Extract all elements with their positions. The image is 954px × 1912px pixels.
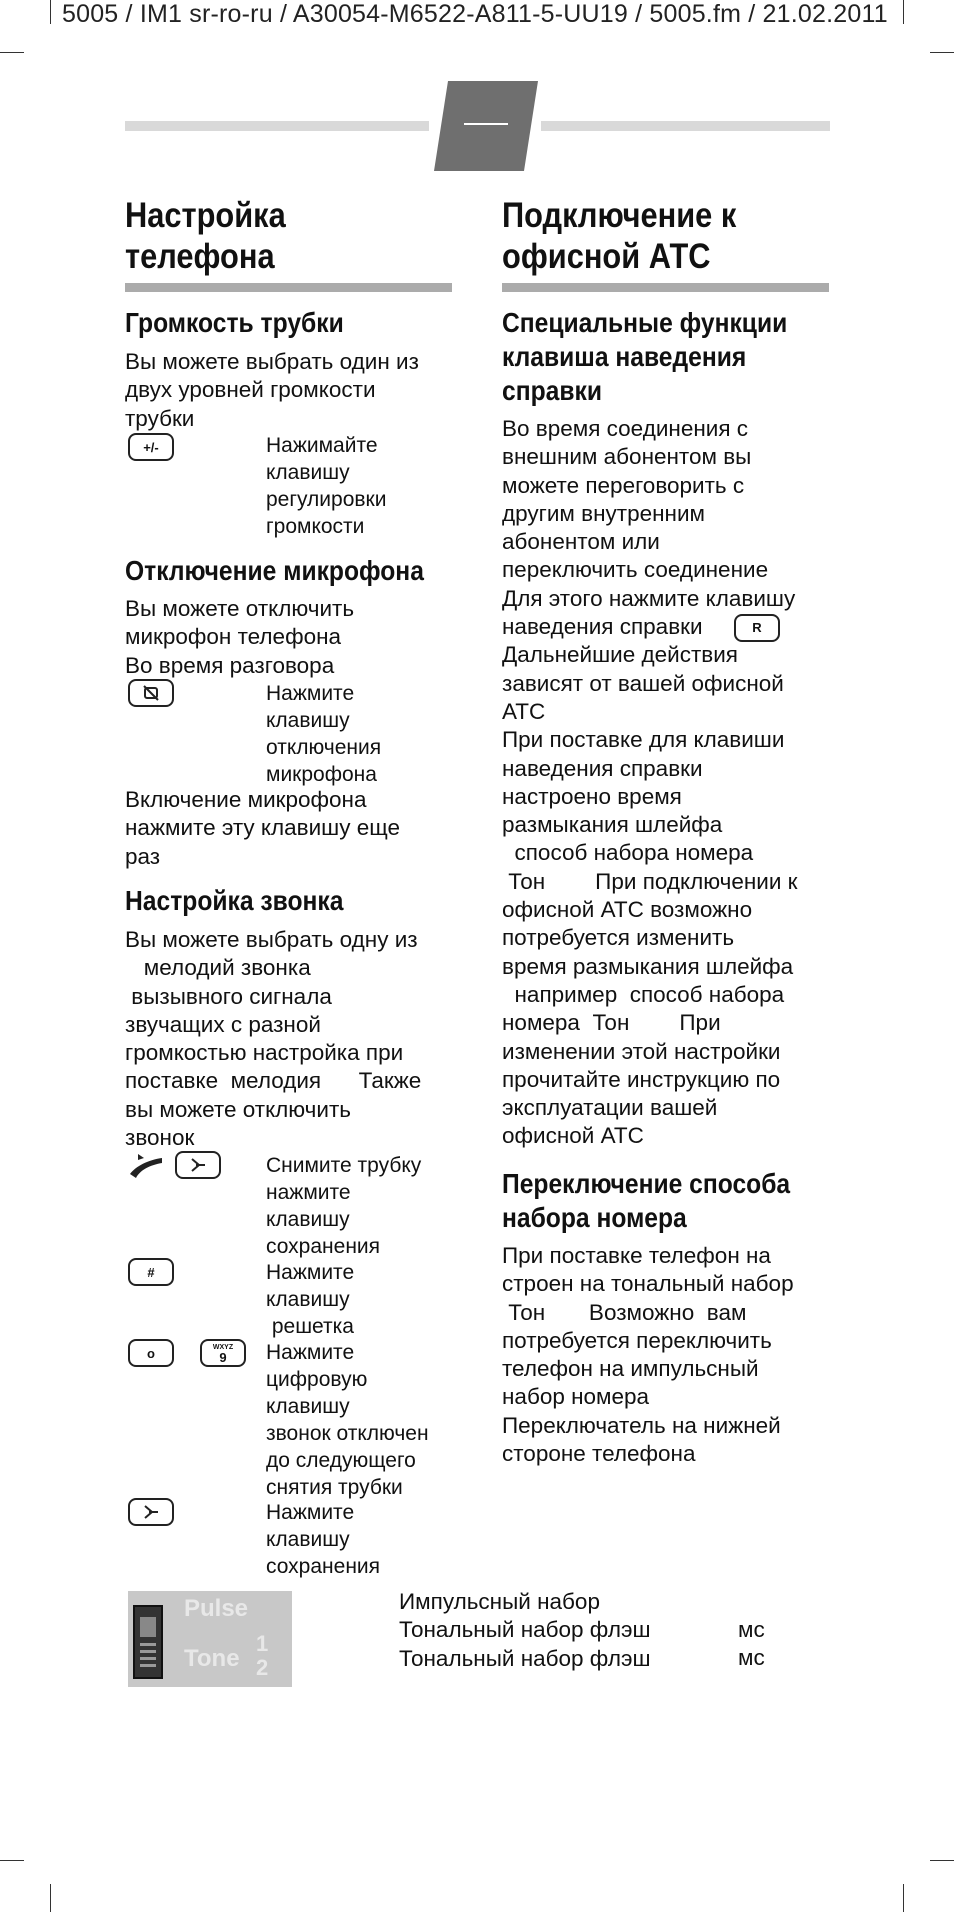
- crop-mark: [0, 52, 24, 53]
- switch-label-2: 2: [256, 1655, 269, 1680]
- hash-key-icon: #: [128, 1258, 174, 1286]
- dial-switch-illustration: [128, 1591, 292, 1687]
- special-heading: Специальные функции клавиша наведения справки: [502, 307, 788, 406]
- save-key-icon: [175, 1151, 221, 1179]
- page-tab: [434, 81, 538, 171]
- crop-mark: [930, 1860, 954, 1861]
- handset-icon: [126, 1152, 166, 1185]
- volume-instruction: Нажимайте клавишу регулировки громкости: [266, 434, 387, 538]
- switch-legend-unit: мс мс: [738, 1617, 765, 1671]
- left-title-rule: [125, 283, 452, 292]
- crop-mark: [930, 52, 954, 53]
- ringer-step-3: Нажмите цифровую клавишу звонок отключен до следующего снятия трубки: [266, 1341, 429, 1499]
- switch-legend: Импульсный набор Тональный набор флэш Тональный набор флэш: [399, 1589, 651, 1671]
- left-title: Настройка телефона: [125, 196, 286, 276]
- mute-text: Вы можете отключить микрофон телефона Во время разговора: [125, 596, 355, 678]
- mute-text2: Включение микрофона нажмите эту клавишу еще раз: [125, 787, 400, 869]
- crop-mark: [903, 1884, 904, 1912]
- switch-label-1: 1: [256, 1631, 269, 1656]
- crop-mark: [50, 0, 51, 24]
- special-text: Во время соединения с внешним абонентом вы можете переговорить с другим внутренним абонентом или переключить соединение Для этого нажмите клавишу наведения справки R Дальнейшие действия зависят от вашей офисной АТС При поставке для клавиши наведения справки настроено время размыкания шлейфа способ набора номера Тон При подключении к офисной АТС возможно потребуется изменить время размыкания шлейфа например способ набора номера Тон При изменении этой настройки прочитайте инструкцию по эксплуатации вашей офисной АТС: [502, 416, 798, 1149]
- ringer-step-1: Снимите трубку нажмите клавишу сохранения: [266, 1154, 422, 1258]
- mute-heading: Отключение микрофона: [125, 555, 424, 586]
- mute-key-icon: [128, 679, 174, 707]
- top-bar-right: [541, 121, 830, 131]
- save-key-icon: [128, 1498, 174, 1526]
- crop-mark: [50, 1884, 51, 1912]
- ringer-step-2: Нажмите клавишу решетка: [266, 1261, 355, 1338]
- ringer-heading: Настройка звонка: [125, 885, 344, 916]
- right-title-rule: [502, 283, 829, 292]
- ringer-text: Вы можете выбрать одну из мелодий звонка вызывного сигнала звучащих с разной громкостью настройка при поставке мелодия Также вы можете отключить звонок: [125, 927, 422, 1151]
- page-header: 5005 / IM1 sr-ro-ru / A30054-M6522-A811-5-UU19 / 5005.fm / 21.02.2011: [62, 0, 888, 28]
- volume-heading: Громкость трубки: [125, 307, 344, 338]
- r-key-icon: R: [734, 614, 780, 642]
- volume-text: Вы можете выбрать один из двух уровней громкости трубки: [125, 349, 419, 431]
- switch-slider-icon: [133, 1605, 163, 1679]
- volume-key-icon: +/-: [128, 433, 174, 461]
- mute-instruction: Нажмите клавишу отключения микрофона: [266, 682, 382, 786]
- right-title: Подключение к офисной АТС: [502, 196, 737, 276]
- nine-key-icon: WXYZ 9: [200, 1339, 246, 1367]
- ringer-step-4: Нажмите клавишу сохранения: [266, 1501, 381, 1578]
- dial-heading: Переключение способа набора номера: [502, 1168, 791, 1233]
- switch-label-pulse: Pulse: [184, 1595, 249, 1622]
- zero-key-icon: o: [128, 1339, 174, 1367]
- crop-mark: [903, 0, 904, 24]
- crop-mark: [0, 1860, 24, 1861]
- top-bar-left: [125, 121, 429, 131]
- switch-label-tone: Tone: [184, 1645, 240, 1672]
- dial-text: При поставке телефон на строен на тональный набор Тон Возможно вам потребуется переключить телефон на импульсный набор номера Переключатель на нижней стороне телефона: [502, 1243, 794, 1467]
